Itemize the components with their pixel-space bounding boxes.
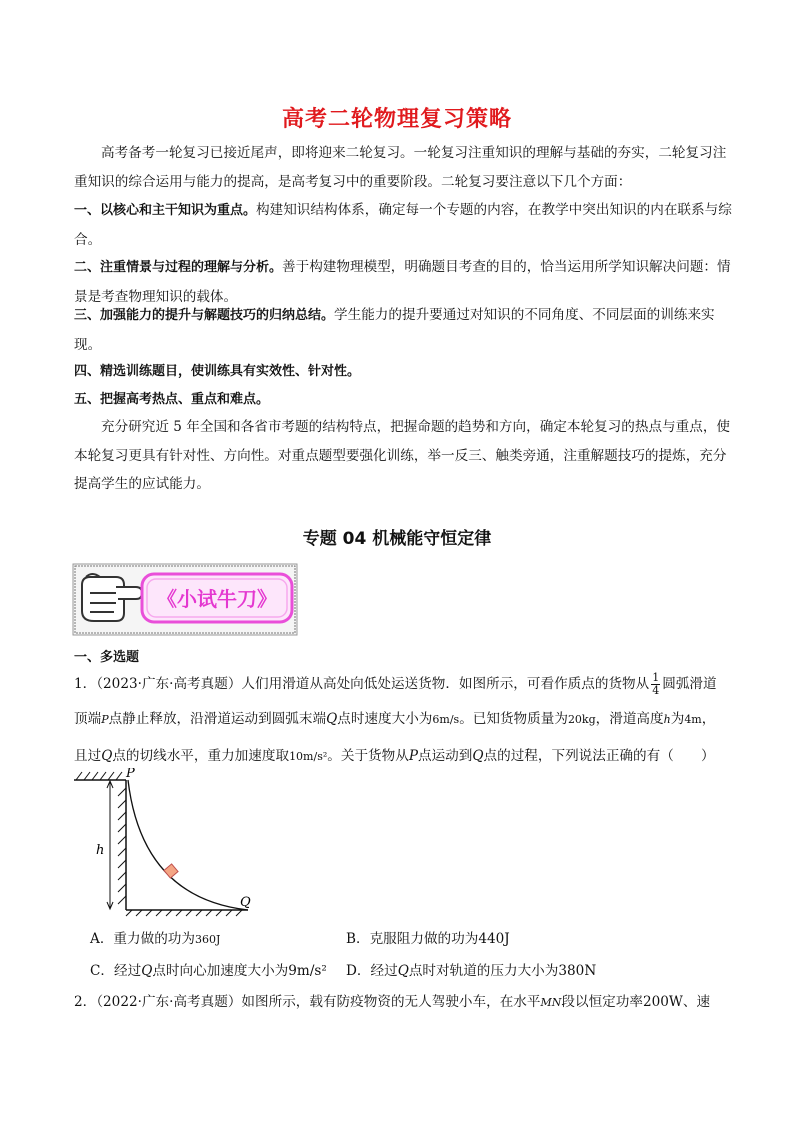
point-4 [74,357,734,387]
q1-text: 点运动到 [417,748,473,764]
option-c-text: 点时向心加速度大小为 [152,963,289,979]
point-5-heading: 五、把握高考热点、重点和难点。 [74,392,270,407]
point-1-text: 构建知识结构体系，确定每一个专题的内容，在教学中突出知识的内在联系与综合。 [74,202,732,248]
q2-segment-mn: MN [540,996,562,1009]
fraction-denominator: 4 [652,684,660,697]
q1-text: 且过 [74,748,102,764]
point-3-heading: 三、加强能力的提升与解题技巧的归纳总结。 [74,308,335,323]
q1-height-symbol: h [663,713,671,726]
option-c[interactable] [90,959,327,979]
question-2-line-1 [74,987,734,1018]
option-c-value: 9m/s² [288,963,327,979]
figure-label-p: P [126,768,135,781]
option-d-value: 380N [558,963,597,979]
section-heading: 一、多选题 [74,650,140,665]
option-d-point-q: Q [397,963,409,979]
option-a[interactable] [90,927,220,947]
cargo-block [164,864,178,878]
q1-text: 点的过程，下列说法正确的有（ ） [483,748,715,764]
q1-point-p: P [101,713,109,726]
q1-text: 为 [670,711,685,727]
q1-point-q: Q [472,748,484,764]
q1-point-q: Q [326,711,338,727]
q2-power: 200W [642,994,683,1010]
q1-text: 点静止释放，沿滑道运动到圆弧末端 [108,711,327,727]
q1-text: 点时速度大小为 [337,711,433,727]
q1-lead: 1．（2023·广东·高考真题）人们用滑道从高处向低处运送货物．如图所示，可看作质点的货物从 [74,676,650,692]
fraction-numerator: 1 [652,671,660,684]
option-c-text: C．经过 [90,963,142,979]
option-d-text: D．经过 [346,963,398,979]
point-4-heading: 四、精选训练题目，使训练具有实效性、针对性。 [74,364,361,379]
page-title: 高考二轮物理复习策略 [281,107,512,132]
question-1-line-1 [74,669,734,699]
banner-graphic [72,563,298,636]
option-b[interactable] [346,927,510,947]
point-5 [74,385,734,415]
banner-text: 《小试牛刀》 [157,587,277,611]
figure-label-q: Q [240,895,251,910]
option-a-value: 360J [194,933,221,946]
option-d-text: 点时对轨道的压力大小为 [408,963,559,979]
q1-text: ，滑道高度 [595,711,664,727]
q1-point-q: Q [101,748,113,764]
option-a-text: A．重力做的功为 [90,931,195,947]
closing-paragraph: 充分研究近 5 年全国和各省市考题的结构特点，把握命题的趋势和方向，确定本轮复习的热点与重点，使本轮复习更具有针对性、方向性。对重点题型要强化训练，举一反三、触类旁通，注重解题技巧的提炼，充分提高学生的应试能力。 [74,419,731,492]
option-c-point-q: Q [141,963,153,979]
point-1 [74,196,734,254]
q2-lead: 2．（2022·广东·高考真题）如图所示，载有防疫物资的无人驾驶小车，在水平 [74,994,541,1010]
q1-text: 。已知货物质量为 [459,711,568,727]
q1-point-p: P [408,748,418,764]
point-1-heading: 一、以核心和主干知识为重点。 [74,203,257,218]
q1-text: 顶端 [74,711,102,727]
question-1-line-2 [74,704,734,735]
q2-text: 段以恒定功率 [561,994,643,1010]
q1-lead-tail: 圆弧滑道 [662,676,717,692]
intro-paragraph: 高考备考一轮复习已接近尾声，即将迎来二轮复习。一轮复习注重知识的理解与基础的夯实，二轮复习注重知识的综合运用与能力的提高，是高考复习中的重要阶段。二轮复习要注意以下几个方面： [74,145,727,190]
q2-text: 、速 [682,994,711,1010]
option-b-text: B．克服阻力做的功为 [346,931,479,947]
figure-label-h: h [96,843,105,858]
q1-height: 4m [684,713,702,726]
q1-text: ， [701,711,716,727]
q1-gravity: 10m/s² [289,750,328,763]
point-3-text: 学生能力的提升要通过对知识的不同角度、不同层面的训练来实现。 [74,307,715,353]
option-d[interactable] [346,959,596,979]
q1-speed: 6m/s [432,713,460,726]
q1-text: 点的切线水平，重力加速度取 [112,748,290,764]
option-b-value: 440J [478,931,510,947]
point-3 [74,301,734,359]
q1-mass: 20kg [567,713,596,726]
point-2-text: 善于构建物理模型，明确题目考查的目的，恰当运用所学知识解决问题：情景是考查物理知识的载体。 [74,259,731,305]
topic-heading: 专题 04 机械能守恒定律 [302,529,492,549]
slide-track-figure [70,768,270,918]
fraction [651,672,660,697]
point-2-heading: 二、注重情景与过程的理解与分析。 [74,260,283,275]
q1-text: 。关于货物从 [327,748,409,764]
